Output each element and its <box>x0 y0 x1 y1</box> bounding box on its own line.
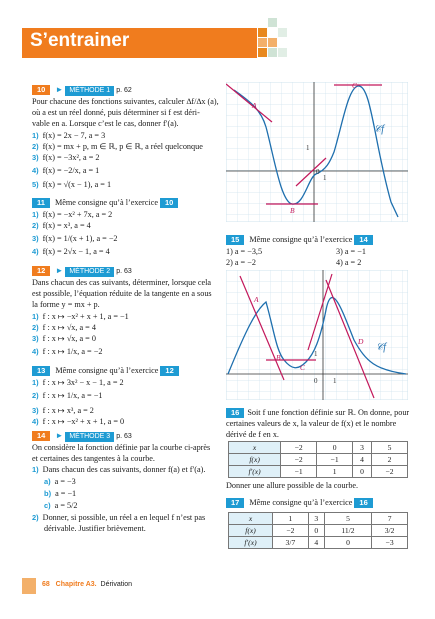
ex15-item: 2) a = −2 <box>226 258 256 267</box>
ex16-text: dérivé de f en x. <box>226 430 279 439</box>
table-cell: 7 <box>372 513 408 525</box>
ex12-item: 2) f : x ↦ √x, a = 4 <box>32 323 96 332</box>
table-cell: 2 <box>372 454 408 466</box>
ex15-item: 1) a = −3,5 <box>226 247 263 256</box>
graph-ex14 <box>226 82 408 222</box>
ex12-item: 3) f : x ↦ √x, a = 0 <box>32 334 96 343</box>
table-row <box>229 442 408 454</box>
ex11-header: 11 Même consigne qu’à l’exercice 10 <box>32 197 181 208</box>
deco-square <box>258 28 267 37</box>
ex13-item: 1) f : x ↦ 3x² − x − 1, a = 2 <box>32 378 124 387</box>
ex14-sub: b) a = −1 <box>44 489 77 498</box>
table-cell: −2 <box>372 466 408 478</box>
table-cell: 4 <box>308 537 324 549</box>
ex10-header: 10 ► MÉTHODE 1 p. 62 <box>32 84 132 96</box>
table-row <box>229 466 408 478</box>
ex10-text: où a est un réel donné, puis déterminer si f est déri- <box>32 108 200 117</box>
table-cell: 0 <box>353 466 372 478</box>
ex13-item: 2) f : x ↦ 1/x, a = −1 <box>32 391 103 400</box>
table-cell: −1 <box>281 466 317 478</box>
table-row <box>229 525 408 537</box>
exercise-ref-link[interactable]: 16 <box>354 498 372 508</box>
ex12-header: 12 ► MÉTHODE 2 p. 63 <box>32 265 132 277</box>
y-unit-label: 1 <box>314 350 318 358</box>
row-header-cell: x <box>229 442 281 454</box>
point-label-C: C <box>300 363 306 372</box>
left-column: 10 ► MÉTHODE 1 p. 62 Pour chacune des fonctions suivantes, calculer ∆f/∆x (a), où a est un réel donné, puis déterminer si f est déri- vable en a. Lorsque c’est le cas, donner f′(a). 1) f(x) = 2x − 7, a = 3 2) f(x) = mx + p, m ∈ ℝ, p ∈ ℝ, a réel quelconque 3) f(x) = −3x², a = 2 4) f(x) = −2/x, a = 1 5) f(x) = √(x − 1), a = 1 11 Même consigne qu’à l’exercice 10 1) f(x) = −x² + 7x, a = 2 2) f(x) = x³, a = 4 3) f(x) = 1/(x + 1), a = −2 4) f(x) = 2√x − 1, a = 4 12 ► MÉTHODE 2 p. 63 Dans chacun des cas suivants, déterminer, lorsque cela est possible, l’équation réduite de la tangente en a sous la forme y = mx + p. 1) f : x ↦ −x² + x + 1, a = −1 2) f : x ↦ √x, a = 4 3) f : x ↦ √x, a = 0 4) f : x ↦ 1/x, a = −2 13 Même consigne qu’à l’exercice 12 1) f : x ↦ 3x² − x − 1, a = 2 2) f : x ↦ 1/x, a = −1 3) f : x ↦ x³, a = 2 4) f : x ↦ −x² + x + 1, a = 0 14 ► MÉTHODE 3 p. 63 On considère la fonction définie par la courbe ci-après et certaines des tangentes à la courbe. 1) Dans chacun des cas suivants, donner f(a) et f′(a). a) a = −3 b) a = −1 c) a = 5/2 2) Donner, si possible, un réel a en lequel f n’est pas dérivable. Justifier brièvement. <box>32 85 219 533</box>
deco-square <box>258 38 267 47</box>
ex16-text: certaines valeurs de x, la valeur de f(x) et le nombre <box>226 419 397 428</box>
ex11-item: 4) f(x) = 2√x − 1, a = 4 <box>32 247 110 256</box>
ex14-q1: 1) Dans chacun des cas suivants, donner f(a) et f′(a). <box>32 465 206 474</box>
table-cell: −2 <box>273 525 309 537</box>
row-header-cell: x <box>229 513 273 525</box>
graph-ex15 <box>226 270 408 400</box>
ex11-item: 2) f(x) = x³, a = 4 <box>32 221 91 230</box>
footer-square <box>22 578 36 594</box>
ex10-item: 3) f(x) = −3x², a = 2 <box>32 153 100 162</box>
point-label-B: B <box>290 206 295 215</box>
ex17-table <box>228 512 408 549</box>
footer <box>42 581 132 588</box>
ex10-item: 5) f(x) = √(x − 1), a = 1 <box>32 180 112 189</box>
table-cell: 3/7 <box>273 537 309 549</box>
ex15-item: 3) a = −1 <box>336 247 366 256</box>
ex11-item: 3) f(x) = 1/(x + 1), a = −2 <box>32 234 118 243</box>
ex15-block <box>226 234 416 267</box>
ex10-item: 2) f(x) = mx + p, m ∈ ℝ, p ∈ ℝ, a réel quelconque <box>32 142 203 151</box>
row-header-cell: f(x) <box>229 454 281 466</box>
method-badge[interactable]: MÉTHODE 2 <box>65 267 114 277</box>
ex10-item: 1) f(x) = 2x − 7, a = 3 <box>32 131 106 140</box>
curve-label: 𝒞f <box>374 124 385 135</box>
ex14-q2: 2) Donner, si possible, un réel a en lequel f n’est pas <box>32 513 206 522</box>
point-label-C: C <box>352 82 358 90</box>
table-row <box>229 513 408 525</box>
ex16-text: 16 Soit f une fonction définie sur ℝ. On donne, pour <box>226 407 409 418</box>
ex15-header: 15 Même consigne qu’à l’exercice 14 <box>226 234 376 245</box>
ex13-item: 3) f : x ↦ x³, a = 2 <box>32 406 94 415</box>
deco-square <box>268 48 277 57</box>
page-reference[interactable]: p. 63 <box>116 433 132 440</box>
ex16-instruction: Donner une allure possible de la courbe. <box>226 481 359 490</box>
table-cell: 1 <box>273 513 309 525</box>
deco-square <box>278 28 287 37</box>
table-cell: −2 <box>281 442 317 454</box>
exercise-ref-link[interactable]: 10 <box>160 198 178 208</box>
deco-square <box>258 48 267 57</box>
ex13-header: 13 Même consigne qu’à l’exercice 12 <box>32 365 182 376</box>
point-label-D: D <box>358 337 364 346</box>
table-row <box>229 454 408 466</box>
x-unit-label: 1 <box>333 377 337 385</box>
exercise-ref-link[interactable]: 12 <box>160 366 178 376</box>
ex12-item: 1) f : x ↦ −x² + x + 1, a = −1 <box>32 312 129 321</box>
table-row <box>229 537 408 549</box>
page-header <box>0 0 435 68</box>
point-label-B: B <box>276 353 281 362</box>
table-cell: 3/2 <box>372 525 408 537</box>
page-number: 68 <box>42 581 50 588</box>
point-label-A: A <box>252 101 257 110</box>
page-reference[interactable]: p. 62 <box>116 87 132 94</box>
table-cell: −2 <box>281 454 317 466</box>
table-cell: 0 <box>308 525 324 537</box>
ex10-text: Pour chacune des fonctions suivantes, calculer ∆f/∆x (a), <box>32 97 219 106</box>
exercise-ref-link[interactable]: 14 <box>354 235 372 245</box>
ex10-item: 4) f(x) = −2/x, a = 1 <box>32 166 100 175</box>
ex13-item: 4) f : x ↦ −x² + x + 1, a = 0 <box>32 417 125 426</box>
chapter-label: Chapitre A3. <box>55 581 97 588</box>
table-cell: 4 <box>353 454 372 466</box>
table-cell: 0 <box>324 537 371 549</box>
deco-square <box>268 18 277 27</box>
exercise-number: 10 <box>32 85 50 95</box>
ex12-item: 4) f : x ↦ 1/x, a = −2 <box>32 347 103 356</box>
table-cell: 3 <box>353 442 372 454</box>
point-label-A: A <box>254 295 259 304</box>
table-cell: 11/2 <box>324 525 371 537</box>
ex14-sub: c) a = 5/2 <box>44 501 78 510</box>
table-cell: 3 <box>308 513 324 525</box>
x-unit-label: 1 <box>323 174 327 182</box>
method-badge[interactable]: MÉTHODE 1 <box>65 86 114 96</box>
method-badge[interactable]: MÉTHODE 3 <box>65 432 114 442</box>
origin-label: 0 <box>316 168 320 176</box>
row-header-cell: f′(x) <box>229 466 281 478</box>
page-title: S’entrainer <box>30 30 130 51</box>
y-unit-label: 1 <box>306 144 310 152</box>
chapter-title: Dérivation <box>100 581 133 588</box>
deco-square <box>268 38 277 47</box>
page-reference[interactable]: p. 63 <box>116 268 132 275</box>
ex10-text: vable en a. Lorsque c’est le cas, donner f′(a). <box>32 119 179 128</box>
deco-square <box>278 48 287 57</box>
table-cell: −3 <box>372 537 408 549</box>
table-cell: 5 <box>324 513 371 525</box>
row-header-cell: f′(x) <box>229 537 273 549</box>
row-header-cell: f(x) <box>229 525 273 537</box>
table-cell: 1 <box>317 466 353 478</box>
ex17-header: 17 Même consigne qu’à l’exercice 16 <box>226 498 376 508</box>
ex16-table <box>228 441 408 478</box>
ex14-sub: a) a = −3 <box>44 477 76 486</box>
table-cell: 0 <box>317 442 353 454</box>
curve-label: 𝒞f <box>376 342 387 353</box>
table-cell: −1 <box>317 454 353 466</box>
ex11-item: 1) f(x) = −x² + 7x, a = 2 <box>32 210 113 219</box>
ex14-header: 14 ► MÉTHODE 3 p. 63 <box>32 430 132 442</box>
ex15-item: 4) a = 2 <box>336 258 362 267</box>
origin-label: 0 <box>314 377 318 385</box>
table-cell: 5 <box>372 442 408 454</box>
